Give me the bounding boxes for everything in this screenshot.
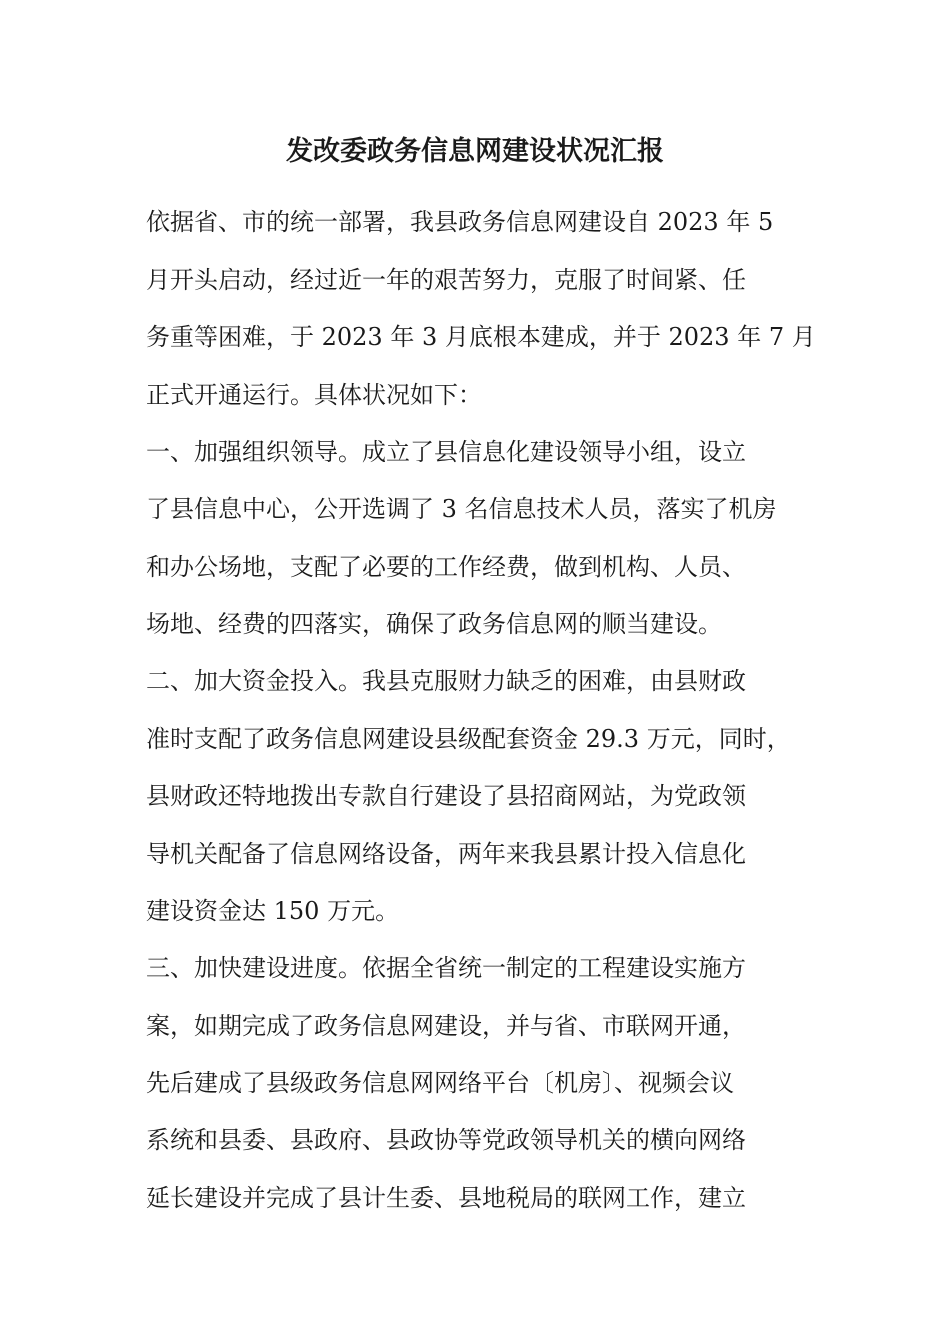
body-line: 建设资金达 150 万元。 (146, 897, 400, 925)
body-line: 场地、经费的四落实，确保了政务信息网的顺当建设。 (146, 610, 722, 638)
body-line: 导机关配备了信息网络设备，两年来我县累计投入信息化 (146, 840, 746, 868)
body-line: 延长建设并完成了县计生委、县地税局的联网工作，建立 (146, 1184, 746, 1212)
body-line: 先后建成了县级政务信息网网络平台〔机房〕、视频会议 (146, 1069, 734, 1097)
body-line: 务重等困难，于 2023 年 3 月底根本建成，并于 2023 年 7 月 (146, 323, 816, 351)
body-line: 了县信息中心，公开选调了 3 名信息技术人员，落实了机房 (146, 495, 777, 523)
body-line: 县财政还特地拨出专款自行建设了县招商网站，为党政领 (146, 782, 746, 810)
body-line: 月开头启动，经过近一年的艰苦努力，克服了时间紧、任 (146, 266, 746, 294)
body-line: 依据省、市的统一部署，我县政务信息网建设自 2023 年 5 (146, 208, 774, 236)
body-line: 二、加大资金投入。我县克服财力缺乏的困难，由县财政 (146, 667, 746, 695)
body-line: 案，如期完成了政务信息网建设，并与省、市联网开通， (146, 1012, 746, 1040)
document-title: 发改委政务信息网建设状况汇报 (286, 136, 664, 167)
body-line: 和办公场地，支配了必要的工作经费，做到机构、人员、 (146, 553, 746, 581)
body-line: 系统和县委、县政府、县政协等党政领导机关的横向网络 (146, 1126, 746, 1154)
body-line: 三、加快建设进度。依据全省统一制定的工程建设实施方 (146, 954, 746, 982)
body-line: 正式开通运行。具体状况如下： (146, 381, 482, 409)
body-line: 一、加强组织领导。成立了县信息化建设领导小组，设立 (146, 438, 746, 466)
body-line: 准时支配了政务信息网建设县级配套资金 29.3 万元，同时， (146, 725, 791, 753)
